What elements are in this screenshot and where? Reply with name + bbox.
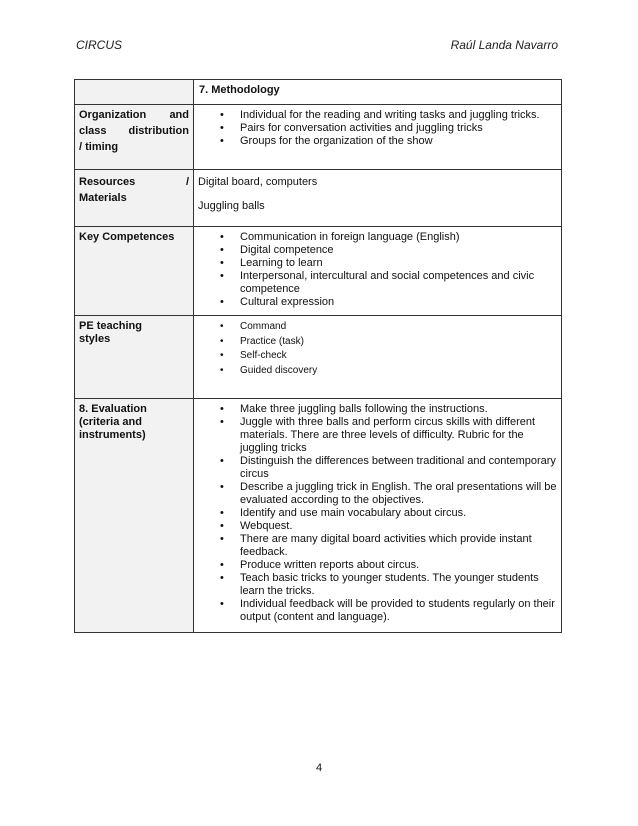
- list-item: • Webquest.: [198, 520, 557, 533]
- org-label-word: class: [79, 125, 107, 137]
- list-item: • Guided discovery: [198, 364, 557, 379]
- org-label-line2: [79, 125, 189, 138]
- org-content: [194, 105, 562, 170]
- pe-styles-label: [75, 316, 194, 399]
- list-item: • Produce written reports about circus.: [198, 559, 557, 572]
- list-item: • Pairs for conversation activities and juggling tricks: [198, 122, 557, 135]
- section-title: 7. Methodology: [194, 80, 562, 105]
- pe-styles-content: [194, 316, 562, 399]
- list-item: • Make three juggling balls following the instructions.: [198, 403, 557, 416]
- resources-line: Juggling balls: [198, 200, 265, 212]
- pe-styles-row: [75, 316, 562, 399]
- key-competences-row: [75, 227, 562, 316]
- pe-styles-list: [198, 320, 557, 378]
- evaluation-label: [75, 399, 194, 633]
- list-item: • Self-check: [198, 349, 557, 364]
- resources-label-line1: [79, 176, 189, 189]
- resources-row: [75, 170, 562, 227]
- org-label-word: distribution: [128, 125, 189, 137]
- org-label-word: and: [169, 109, 189, 121]
- list-item: • Communication in foreign language (English): [198, 231, 557, 244]
- list-item: • Describe a juggling trick in English. The oral presentations will be evaluated according to the objectives.: [198, 481, 557, 507]
- evaluation-label-line2: (criteria and: [79, 416, 142, 428]
- list-item: • Individual feedback will be provided to students regularly on their output (content and language).: [198, 598, 557, 624]
- page-number: 4: [315, 762, 323, 774]
- resources-label-line2: Materials: [79, 192, 127, 204]
- org-label-line1: [79, 109, 189, 122]
- title-label-cell: [75, 80, 194, 105]
- evaluation-label-line1: 8. Evaluation: [79, 403, 147, 415]
- list-item: • Juggle with three balls and perform circus skills with different materials. There are three levels of difficulty. Rubric for the juggling tricks: [198, 416, 557, 455]
- list-item: • Teach basic tricks to younger students. The younger students learn the tricks.: [198, 572, 557, 598]
- methodology-table: [74, 79, 562, 633]
- resources-line: Digital board, computers: [198, 176, 318, 188]
- list-item: • Individual for the reading and writing tasks and juggling tricks.: [198, 109, 557, 122]
- resources-label: [75, 170, 194, 227]
- evaluation-content: [194, 399, 562, 633]
- org-label-line3: / timing: [79, 141, 119, 153]
- org-row: [75, 105, 562, 170]
- org-label: [75, 105, 194, 170]
- list-item: • Groups for the organization of the show: [198, 135, 557, 148]
- resources-label-word: /: [185, 176, 189, 188]
- org-label-word: Organization: [79, 109, 147, 121]
- running-header-author: Raúl Landa Navarro: [450, 38, 558, 52]
- key-competences-list: [198, 231, 557, 309]
- list-item: • Command: [198, 320, 557, 335]
- org-list: [198, 109, 557, 148]
- pe-styles-label-line2: styles: [79, 333, 111, 345]
- list-item: • Identify and use main vocabulary about circus.: [198, 507, 557, 520]
- key-competences-content: [194, 227, 562, 316]
- list-item: • Interpersonal, intercultural and social competences and civic competence: [198, 270, 557, 296]
- evaluation-row: [75, 399, 562, 633]
- evaluation-list: [198, 403, 557, 624]
- resources-content: [194, 170, 562, 227]
- list-item: • Distinguish the differences between traditional and contemporary circus: [198, 455, 557, 481]
- key-competences-label: Key Competences: [75, 227, 194, 316]
- list-item: • Cultural expression: [198, 296, 557, 309]
- resources-label-word: Resources: [79, 176, 136, 188]
- running-header-title: CIRCUS: [76, 38, 123, 52]
- list-item: • Practice (task): [198, 335, 557, 350]
- list-item: • Learning to learn: [198, 257, 557, 270]
- list-item: • There are many digital board activities which provide instant feedback.: [198, 533, 557, 559]
- list-item: • Digital competence: [198, 244, 557, 257]
- evaluation-label-line3: instruments): [79, 429, 146, 441]
- title-row: [75, 80, 562, 105]
- pe-styles-label-line1: PE teaching: [79, 320, 142, 332]
